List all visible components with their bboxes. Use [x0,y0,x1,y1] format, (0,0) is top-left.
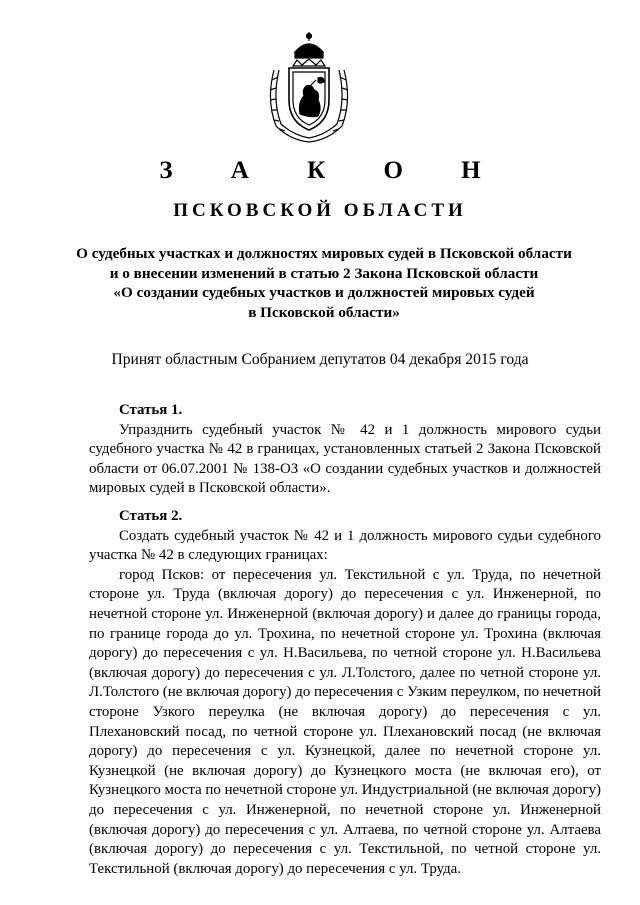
document-subtitle: ПСКОВСКОЙ ОБЛАСТИ [173,200,467,221]
article-title: Статья 1. [119,402,183,418]
heading-line: О судебных участках и должностях мировых судей в Псковской области [76,245,572,262]
coat-of-arms-icon [262,30,356,144]
adoption-line: Принят областным Собранием депутатов 04 декабря 2015 года [111,351,529,368]
coat-of-arms-emblem [262,30,356,144]
article-paragraph: Упразднить судебный участок № 42 и 1 должность мирового судьи судебного участка № 42 в границах, установленных статьей 2 Закона Псковской области от 06.07.2001 № 138-ОЗ «О создании судебных участков и должностей мировых судей в Псковской области». [89,421,601,497]
heading-line: в Псковской области» [248,303,400,321]
law-heading [60,244,588,322]
heading-line: и о внесении изменений в статью 2 Закона Псковской области [109,264,539,282]
article-title: Статья 2. [119,508,183,524]
article-2 [89,507,601,879]
article-1 [89,401,601,499]
article-paragraph: Создать судебный участок № 42 и 1 должность мирового судьи судебного участка № 42 в следующих границах: [89,527,601,564]
article-paragraph: город Псков: от пересечения ул. Текстильной с ул. Труда, по нечетной стороне ул. Труда (включая дорогу) до пересечения с ул. Инженерной, по нечетной стороне ул. Инженерной (включая дорогу) и далее до границы города, по границе города до ул. Трохина, по нечетной стороне ул. Трохина (включая дорогу) до пересечения с ул. Н.Васильева, по четной стороне ул. Н.Васильева (включая дорогу) до пересечения с ул. Л.Толстого, далее по четной стороне ул. Л.Толстого (не включая дорогу) до пересечения с Узким переулком, по нечетной стороне Узкого переулка (не включая дорогу) до пересечения с ул. Плехановский посад, по четной стороне ул. Плехановский посад (не включая дорогу) до пересечения с ул. Кузнецкой, далее по нечетной стороне ул. Кузнецкой (не включая дорогу) до Кузнецкого моста (не включая его), от Кузнецкого моста по нечетной стороне ул. Индустриальной (не включая дорогу) до пересечения с ул. Инженерной, по нечетной стороне ул. Инженерной (включая дорогу) до пересечения с ул. Алтаева, по четной стороне ул. Алтаева (включая дорогу) до пересечения с ул. Текстильной, по четной стороне ул. Текстильной (включая дорогу) до пересечения с ул. Труда. [89,566,601,877]
heading-line: «О создании судебных участков и должностей мировых судей [113,284,535,301]
document-title: З А К О Н [159,157,507,184]
